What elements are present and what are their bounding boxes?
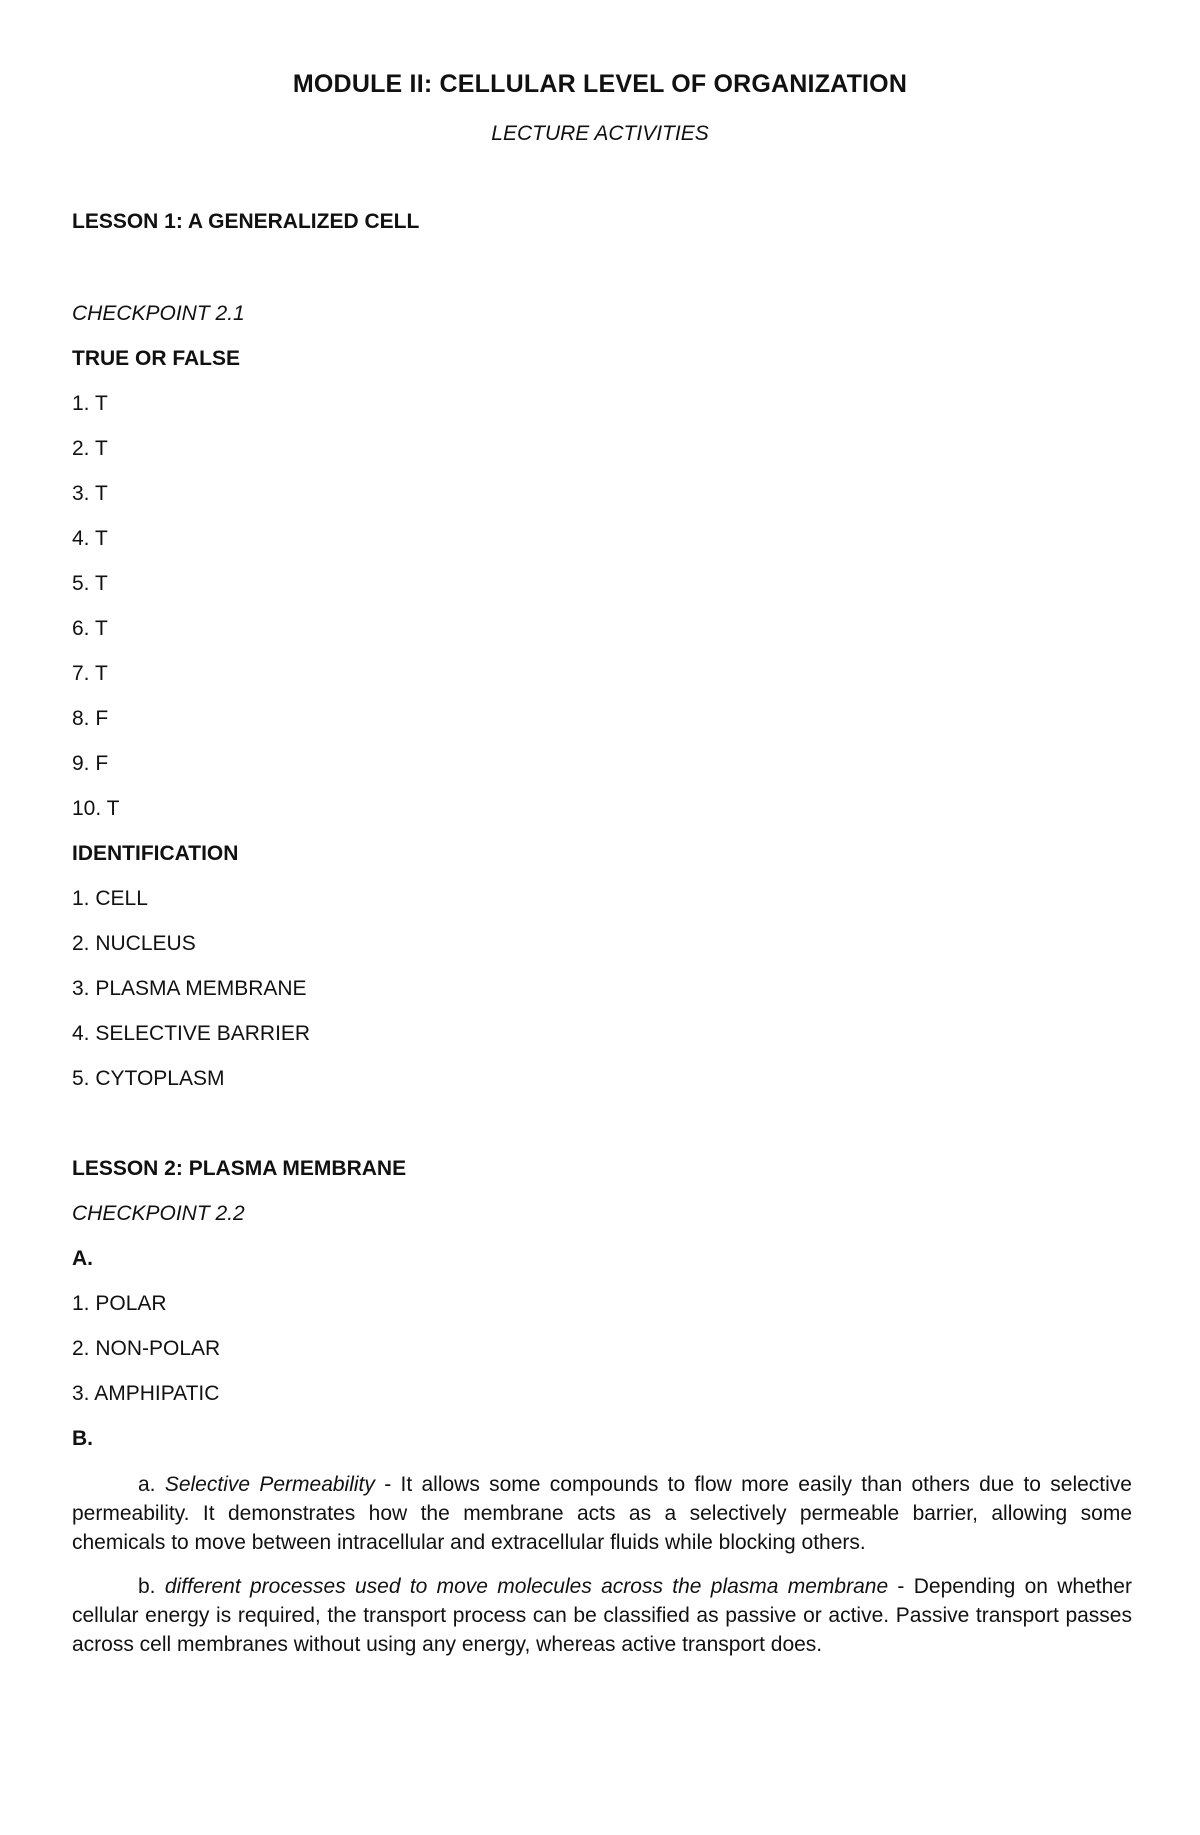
tf-answer-6: 6. T	[72, 617, 108, 640]
part-b-item-b-marker: b.	[138, 1575, 156, 1598]
part-a-answer-3: 3. AMPHIPATIC	[72, 1382, 220, 1405]
identification-heading: IDENTIFICATION	[72, 842, 239, 865]
tf-answer-8: 8. F	[72, 707, 109, 730]
true-false-heading: TRUE OR FALSE	[72, 347, 241, 370]
identification-answer-4: 4. SELECTIVE BARRIER	[72, 1022, 311, 1045]
module-subtitle: LECTURE ACTIVITIES	[491, 122, 709, 145]
part-b-item-b-term: different processes used to move molecules across the plasma membrane	[164, 1575, 889, 1598]
tf-answer-2: 2. T	[72, 437, 108, 460]
module-title: MODULE II: CELLULAR LEVEL OF ORGANIZATION	[292, 70, 908, 98]
part-b-item-a	[72, 1470, 1132, 1557]
tf-answer-3: 3. T	[72, 482, 108, 505]
identification-answer-1: 1. CELL	[72, 887, 148, 910]
part-a-heading: A.	[72, 1247, 93, 1270]
part-b-item-a-text: - It allows some compounds to flow more easily than others due to selective permeability. It demonstrates how the membrane acts as a selectively permeable barrier, allowing some chemicals to move between intracellular and extracellular fluids while blocking others.	[72, 1473, 1132, 1554]
part-a-answer-2: 2. NON-POLAR	[72, 1337, 221, 1360]
tf-answer-7: 7. T	[72, 662, 108, 685]
tf-answer-5: 5. T	[72, 572, 108, 595]
tf-answer-4: 4. T	[72, 527, 108, 550]
identification-answer-3: 3. PLASMA MEMBRANE	[72, 977, 307, 1000]
checkpoint-2-1: CHECKPOINT 2.1	[72, 302, 245, 325]
part-b-item-b	[72, 1572, 1132, 1659]
part-b-heading: B.	[72, 1427, 93, 1450]
tf-answer-9: 9. F	[72, 752, 109, 775]
checkpoint-2-2: CHECKPOINT 2.2	[72, 1202, 245, 1225]
part-a-answer-1: 1. POLAR	[72, 1292, 167, 1315]
tf-answer-10: 10. T	[72, 797, 120, 820]
identification-answer-5: 5. CYTOPLASM	[72, 1067, 225, 1090]
lesson2-heading: LESSON 2: PLASMA MEMBRANE	[72, 1157, 407, 1180]
lesson1-heading: LESSON 1: A GENERALIZED CELL	[72, 210, 420, 233]
part-b-item-a-marker: a.	[138, 1473, 156, 1496]
tf-answer-1: 1. T	[72, 392, 108, 415]
part-b-item-b-text: - Depending on whether cellular energy is required, the transport process can be classified as passive or active. Passive transport passes across cell membranes without using any energy, whereas active transport does.	[72, 1575, 1132, 1656]
identification-answer-2: 2. NUCLEUS	[72, 932, 196, 955]
part-b-item-a-term: Selective Permeability	[164, 1473, 375, 1496]
